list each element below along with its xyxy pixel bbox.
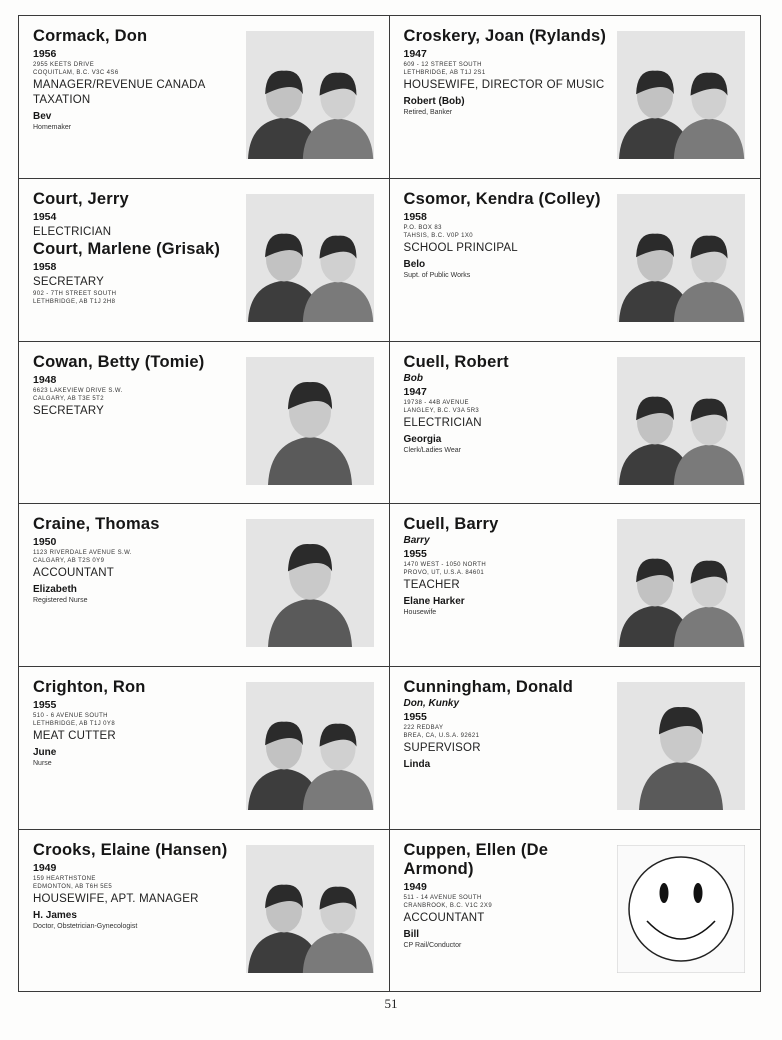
occupation: HOUSEWIFE, APT. MANAGER	[33, 893, 199, 905]
occupation: ACCOUNTANT	[403, 912, 485, 924]
spouse-occupation: Supt. of Public Works	[403, 272, 471, 279]
spouse-occupation: CP Rail/Conductor	[403, 942, 462, 949]
entry-text	[404, 515, 616, 617]
graduation-year: 1955	[33, 699, 57, 711]
person-name: Cormack, Don	[33, 27, 148, 45]
person-name: Crighton, Ron	[33, 678, 146, 696]
address-line: 19738 - 44B AVENUE	[403, 400, 469, 406]
person-name: Craine, Thomas	[33, 515, 160, 533]
entry-text	[33, 515, 245, 605]
person-name: Court, Marlene (Grisak)	[33, 240, 221, 258]
graduation-year: 1947	[403, 386, 427, 398]
occupation: SCHOOL PRINCIPAL	[403, 242, 518, 254]
address-line: LANGLEY, B.C. V3A 5R3	[403, 408, 480, 414]
address-line: P.O. BOX 83	[403, 225, 442, 231]
address-line: EDMONTON, AB T6H 5E5	[33, 884, 113, 890]
entry-text	[33, 353, 245, 419]
address-line: 902 - 7TH STREET SOUTH	[33, 291, 117, 297]
occupation: HOUSEWIFE, DIRECTOR OF MUSIC	[403, 79, 605, 91]
portrait-photo	[617, 682, 745, 810]
address-line: CALGARY, AB T3E 5T2	[33, 396, 104, 402]
spouse-occupation: Registered Nurse	[33, 597, 88, 604]
person-name: Cowan, Betty (Tomie)	[33, 353, 205, 371]
entry-text	[33, 678, 245, 768]
address-line: 609 - 12 STREET SOUTH	[403, 62, 482, 68]
directory-entry	[19, 16, 390, 179]
directory-entry	[390, 830, 761, 991]
person-name: Cuppen, Ellen (De Armond)	[403, 841, 549, 878]
spouse-occupation: Housewife	[403, 609, 437, 616]
spouse-name: Belo	[403, 259, 426, 270]
spouse-occupation: Retired, Banker	[403, 109, 453, 116]
address-line: TAHSIS, B.C. V0P 1X0	[403, 233, 473, 239]
occupation: MEAT CUTTER	[33, 730, 116, 742]
portrait-photo	[617, 357, 745, 485]
spouse-occupation: Clerk/Ladies Wear	[403, 447, 461, 454]
page-number: 51	[384, 996, 398, 1011]
address-line: 159 HEARTHSTONE	[33, 876, 96, 882]
directory-entry	[390, 179, 761, 342]
directory-entry	[19, 667, 390, 830]
occupation: MANAGER/REVENUE CANADA TAXATION	[33, 79, 205, 106]
address-line: BREA, CA, U.S.A. 92621	[403, 733, 480, 739]
person-name: Cunningham, Donald	[403, 678, 574, 696]
directory-entry	[390, 342, 761, 504]
occupation: SUPERVISOR	[403, 742, 481, 754]
graduation-year: 1955	[403, 548, 427, 560]
directory-entry	[19, 830, 390, 991]
portrait-photo	[246, 519, 374, 647]
address-line: CALGARY, AB T2S 0Y9	[33, 558, 105, 564]
entry-text	[404, 190, 616, 280]
address-line: LETHBRIDGE, AB T1J 2H8	[33, 299, 116, 305]
spouse-name: Elizabeth	[33, 584, 77, 595]
graduation-year: 1958	[33, 261, 57, 273]
portrait-photo	[246, 194, 374, 322]
entry-text	[33, 841, 245, 931]
address-line: COQUITLAM, B.C. V3C 4S6	[33, 70, 119, 76]
spouse-occupation: Homemaker	[33, 124, 72, 131]
entry-text	[33, 190, 245, 306]
occupation: ELECTRICIAN	[403, 417, 482, 429]
entry-text	[33, 27, 245, 132]
spouse-name: Linda	[403, 759, 431, 770]
portrait-photo	[246, 845, 374, 973]
directory-entry	[19, 179, 390, 342]
portrait-photo	[617, 194, 745, 322]
graduation-year: 1948	[33, 374, 57, 386]
entry-text	[404, 27, 616, 117]
spouse-occupation: Doctor, Obstetrician-Gynecologist	[33, 923, 138, 930]
spouse-name: Elane Harker	[403, 596, 465, 607]
portrait-photo	[246, 682, 374, 810]
address-line: 1470 WEST - 1050 NORTH	[403, 562, 487, 568]
portrait-photo	[617, 31, 745, 159]
portrait-photo	[246, 357, 374, 485]
graduation-year: 1949	[33, 862, 57, 874]
graduation-year: 1958	[403, 211, 427, 223]
address-line: CRANBROOK, B.C. V1C 2X9	[403, 903, 493, 909]
spouse-name: H. James	[33, 910, 77, 921]
graduation-year: 1955	[403, 711, 427, 723]
portrait-photo	[617, 519, 745, 647]
graduation-year: 1947	[403, 48, 427, 60]
directory-entry	[390, 504, 761, 667]
person-name: Cuell, Barry	[403, 515, 499, 533]
nickname: Don, Kunky	[403, 698, 460, 709]
entry-text	[404, 841, 616, 950]
graduation-year: 1949	[403, 881, 427, 893]
address-line: 222 REDBAY	[403, 725, 444, 731]
person-name: Crooks, Elaine (Hansen)	[33, 841, 228, 859]
entry-text	[404, 353, 616, 455]
occupation: SECRETARY	[33, 276, 105, 288]
smiley-face-image	[617, 845, 745, 973]
occupation: TEACHER	[403, 579, 460, 591]
address-line: 510 - 6 AVENUE SOUTH	[33, 713, 108, 719]
entry-text	[404, 678, 616, 771]
directory-entry	[390, 667, 761, 830]
portrait-photo	[246, 31, 374, 159]
directory-entry	[19, 342, 390, 504]
spouse-name: Bill	[403, 929, 420, 940]
spouse-name: June	[33, 747, 57, 758]
address-line: LETHBRIDGE, AB T1J 0Y8	[33, 721, 116, 727]
directory-entry	[19, 504, 390, 667]
graduation-year: 1956	[33, 48, 57, 60]
address-line: PROVO, UT, U.S.A. 84601	[403, 570, 485, 576]
nickname: Barry	[403, 535, 430, 546]
directory-entry	[390, 16, 761, 179]
occupation: SECRETARY	[33, 405, 105, 417]
spouse-name: Robert (Bob)	[403, 96, 465, 107]
address-line: 2955 KEETS DRIVE	[33, 62, 95, 68]
address-line: 6623 LAKEVIEW DRIVE S.W.	[33, 388, 123, 394]
address-line: LETHBRIDGE, AB T1J 2S1	[403, 70, 486, 76]
person-name: Csomor, Kendra (Colley)	[403, 190, 601, 208]
spouse-name: Georgia	[403, 434, 442, 445]
person-name: Croskery, Joan (Rylands)	[403, 27, 607, 45]
person-name: Cuell, Robert	[403, 353, 509, 371]
directory-grid	[18, 15, 761, 992]
nickname: Bob	[403, 373, 423, 384]
graduation-year: 1954	[33, 211, 57, 223]
person-name: Court, Jerry	[33, 190, 129, 208]
spouse-name: Bev	[33, 111, 52, 122]
address-line: 1123 RIVERDALE AVENUE S.W.	[33, 550, 132, 556]
occupation: ACCOUNTANT	[33, 567, 115, 579]
graduation-year: 1950	[33, 536, 57, 548]
spouse-occupation: Nurse	[33, 760, 52, 767]
address-line: 511 - 14 AVENUE SOUTH	[403, 895, 482, 901]
occupation: ELECTRICIAN	[33, 226, 112, 238]
